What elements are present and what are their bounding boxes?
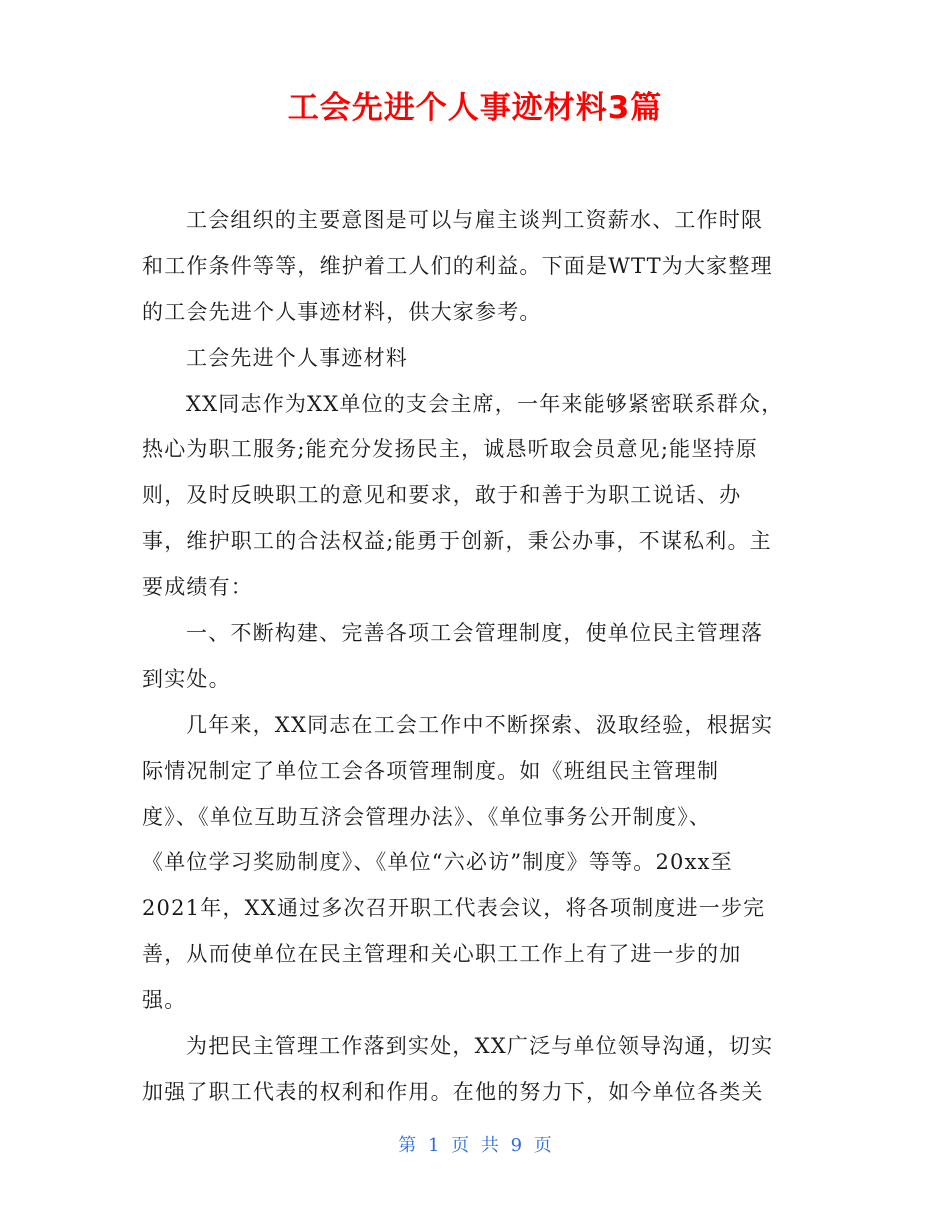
paragraph-line: 2021年，XX通过多次召开职工代表会议，将各项制度进一步完: [142, 896, 766, 921]
paragraph-line: 事，维护职工的合法权益;能勇于创新，秉公办事，不谋私利。主: [142, 529, 772, 554]
paragraph-line: 为把民主管理工作落到实处，XX广泛与单位领导沟通，切实: [186, 1034, 774, 1059]
paragraph-line: 热心为职工服务;能充分发扬民主，诚恳听取会员意见;能坚持原: [142, 437, 758, 462]
page-footer: 第 1 页 共 9 页: [398, 1135, 552, 1156]
section-heading: 工会先进个人事迹材料: [186, 345, 408, 370]
paragraph-line: 要成绩有：: [142, 575, 253, 600]
paragraph-line: 的工会先进个人事迹材料，供大家参考。: [142, 299, 542, 324]
paragraph-line: XX同志作为XX单位的支会主席，一年来能够紧密联系群众，: [186, 391, 784, 416]
paragraph-line: 几年来，XX同志在工会工作中不断探索、汲取经验，根据实: [186, 712, 774, 737]
paragraph-line: 则，及时反映职工的意见和要求，敢于和善于为职工说话、办: [142, 483, 742, 508]
paragraph-line: 和工作条件等等，维护着工人们的利益。下面是WTT为大家整理: [142, 253, 773, 278]
paragraph-line: 一、不断构建、完善各项工会管理制度，使单位民主管理落: [186, 621, 764, 646]
paragraph-line: 到实处。: [142, 666, 231, 691]
paragraph-line: 际情况制定了单位工会各项管理制度。如《班组民主管理制: [142, 758, 720, 783]
paragraph-line: 加强了职工代表的权利和作用。在他的努力下，如今单位各类关: [142, 1079, 764, 1104]
paragraph-line: 强。: [142, 988, 187, 1013]
paragraph-line: 工会组织的主要意图是可以与雇主谈判工资薪水、工作时限: [186, 208, 764, 232]
paragraph-line: 《单位学习奖励制度》、《单位“六必访”制度》等等。20xx至: [142, 850, 733, 875]
document-body: [142, 200, 807, 1118]
document-title: 工会先进个人事迹材料3篇: [287, 90, 663, 126]
paragraph-line: 度》、《单位互助互济会管理办法》、《单位事务公开制度》、: [142, 804, 712, 829]
paragraph-line: 善，从而使单位在民主管理和关心职工工作上有了进一步的加: [142, 942, 742, 967]
